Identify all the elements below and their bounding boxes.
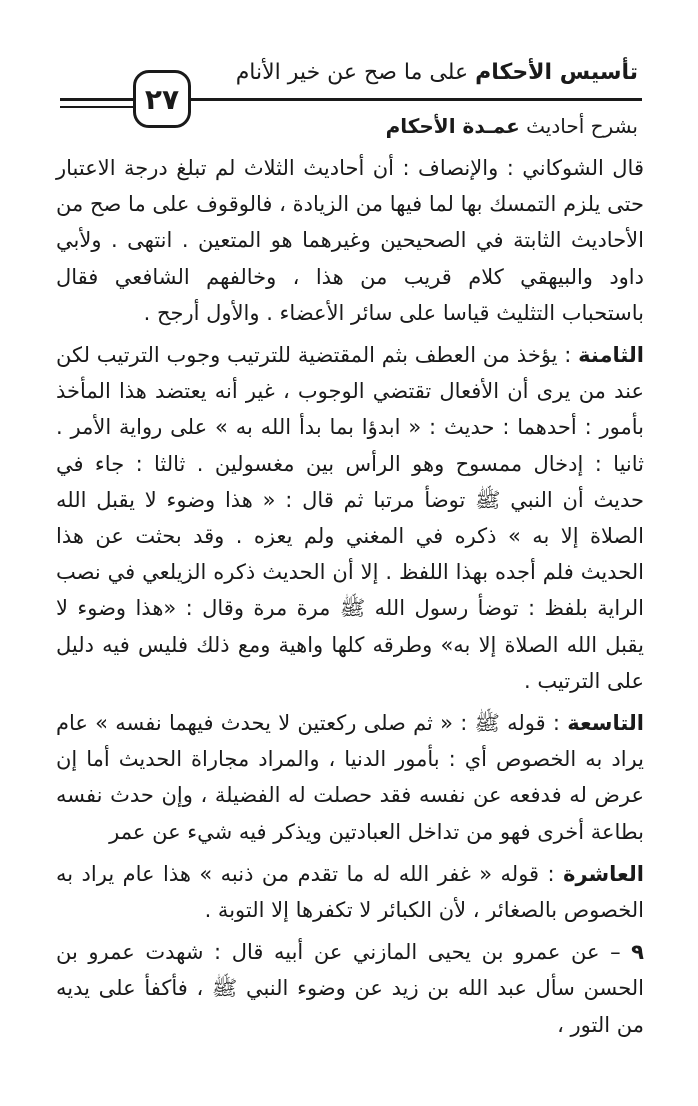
- running-title-bold: تأسيس الأحكام: [475, 60, 638, 85]
- running-subtitle-prefix: بشرح أحاديث: [526, 114, 638, 138]
- paragraph-5-label: ٩: [631, 940, 644, 965]
- running-subtitle: [308, 112, 638, 140]
- header-rule-left-lower: [60, 106, 140, 108]
- paragraph-2-label: الثامنة: [578, 343, 644, 368]
- paragraph-4-text: : قوله « غفر الله له ما تقدم من ذنبه » هذا عام يراد به الخصوص بالصغائر ، لأن الكبائر لا تكفرها إلا التوبة .: [56, 861, 644, 923]
- header-rule-left: [60, 98, 140, 101]
- paragraph-2: [56, 337, 644, 699]
- paragraph-3: [56, 705, 644, 850]
- paragraph-5: [56, 934, 644, 1043]
- paragraph-2-text: : يؤخذ من العطف بثم المقتضية للترتيب وجوب الترتيب لكن عند من يرى أن الأفعال تقتضي الوجوب ، غير أنه يعتضد هذا المأخذ بأمور : أحدهما : حديث : « ابدؤا بما بدأ الله به » على رواية الأمر . ثانيا : إدخال ممسوح وهو الرأس بين مغسولين . ثالثا : جاء في حديث أن النبي ﷺ توضأ مرتبا ثم قال : « هذا وضوء لا يقبل الله الصلاة إلا به » ذكره في المغني ولم يعزه . وقد بحثت عن هذا الحديث فلم أجده بهذا اللفظ . إلا أن الحديث ذكره الزيلعي في نصب الراية بلفظ : توضأ رسول الله ﷺ مرة مرة وقال : «هذا وضوء لا يقبل الله الصلاة إلا به» وطرقه كلها واهية ومع ذلك فليس فيه دليل على الترتيب .: [56, 343, 644, 693]
- paragraph-5-text: – عن عمرو بن يحيى المازني عن أبيه قال : شهدت عمرو بن الحسن سأل عبد الله بن زيد عن وضوء النبي ﷺ ، فأكفأ على يديه من التور ،: [56, 940, 644, 1037]
- paragraph-4-label: العاشرة: [563, 861, 644, 886]
- paragraph-1: [56, 150, 644, 331]
- header-rule-right: [186, 98, 642, 101]
- paragraph-3-text: : قوله ﷺ : « ثم صلى ركعتين لا يحدث فيهما نفسه » عام يراد به الخصوص أي : بأمور الدنيا ، والمراد مجاراة الحديث أما إن عرض له فدفعه عن نفسه فقد حصلت له الفضيلة ، وإن حدث نفسه بطاعة أخرى فهو من تداخل العبادتين ويذكر فيه شيء عن عمر: [56, 711, 644, 844]
- paragraph-1-text: قال الشوكاني : والإنصاف : أن أحاديث الثلاث لم تبلغ درجة الاعتبار حتى يلزم التمسك بها لما فيها من الزيادة ، فالوقوف على ما صح من الأحاديث الثابتة في الصحيحين وغيرهما هو المتعين . انتهى . ولأبي داود والبيهقي كلام قريب من هذا ، وخالفهم الشافعي فقال باستحباب التثليث قياسا على سائر الأعضاء . والأول أرجح .: [56, 156, 644, 325]
- running-title: [235, 58, 638, 88]
- paragraph-3-label: التاسعة: [567, 711, 644, 736]
- running-title-rest: على ما صح عن خير الأنام: [235, 60, 469, 85]
- page-number: ٢٧: [133, 70, 191, 128]
- page-body: [56, 150, 644, 1043]
- running-subtitle-bold: عمـدة الأحكام: [385, 114, 520, 138]
- paragraph-4: [56, 856, 644, 928]
